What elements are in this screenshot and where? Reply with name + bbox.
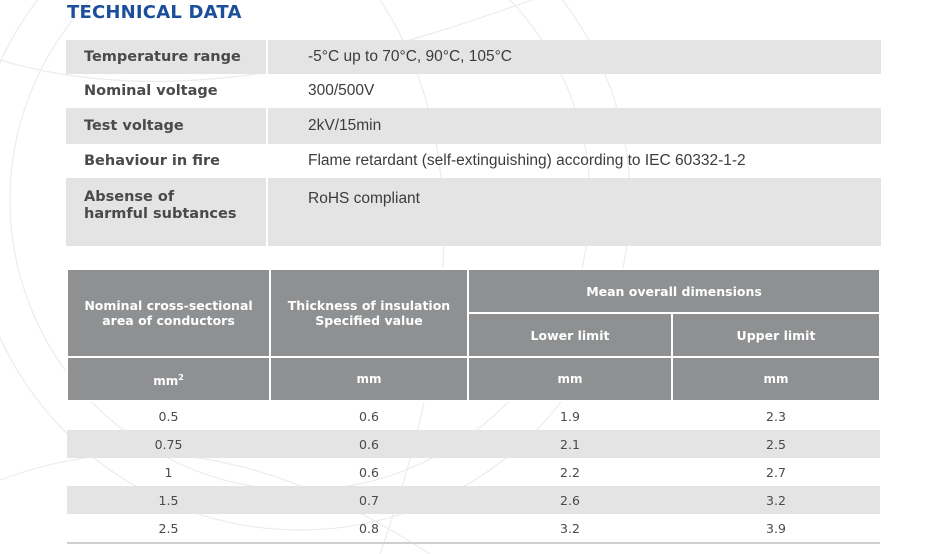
unit-base: mm: [153, 373, 179, 388]
cell-upper: 3.2: [672, 486, 880, 514]
cell-lower: 2.2: [560, 464, 580, 480]
cell-insulation: 0.7: [270, 486, 468, 514]
cell-upper: 2.7: [766, 464, 786, 480]
cell-cross-section: 0.75: [67, 430, 270, 458]
spec-row-test-voltage: [66, 108, 881, 144]
spec-label: [66, 178, 267, 246]
spec-row-temperature: [66, 40, 881, 74]
cell-lower: 2.1: [468, 430, 672, 458]
table-row: [67, 458, 880, 486]
spec-row-voltage: [66, 74, 881, 108]
cell-insulation: 0.8: [270, 514, 468, 543]
cell-lower: 3.2: [468, 514, 672, 543]
header-cross-section: [67, 269, 270, 357]
cell-cross-section: 1: [164, 464, 173, 480]
spec-table: [66, 40, 881, 246]
header-upper-limit: Upper limit: [672, 313, 880, 357]
cell-insulation: 0.6: [359, 464, 379, 480]
spec-label-line1: Absense of: [84, 189, 175, 205]
spec-label: Temperature range: [66, 40, 267, 74]
spec-value: RoHS compliant: [267, 178, 881, 246]
table-row: [67, 514, 880, 543]
header-insulation: [270, 269, 468, 357]
spec-row-fire: [66, 144, 881, 178]
cell-cross-section: 2.5: [67, 514, 270, 543]
header-lower-limit: Lower limit: [468, 313, 672, 357]
header-line: Specified value: [315, 313, 423, 328]
header-line: Thickness of insulation: [287, 298, 451, 313]
dimensions-table: [66, 268, 881, 544]
table-row: [67, 401, 880, 430]
cell-lower: 2.6: [468, 486, 672, 514]
page-title: TECHNICAL DATA: [67, 2, 242, 23]
unit-cross-section: [67, 357, 270, 401]
spec-label: Behaviour in fire: [66, 144, 267, 178]
table-row: [67, 430, 880, 458]
cell-cross-section: 0.5: [158, 408, 179, 424]
cell-insulation: 0.6: [359, 408, 379, 424]
table-row: [67, 486, 880, 514]
spec-label: Test voltage: [66, 108, 267, 144]
spec-row-harmful: [66, 178, 881, 246]
cell-cross-section: 1.5: [67, 486, 270, 514]
cell-lower: 1.9: [560, 408, 580, 424]
cell-insulation: 0.6: [270, 430, 468, 458]
unit-sup: 2: [178, 372, 184, 382]
spec-value: Flame retardant (self-extinguishing) according to IEC 60332-1-2: [308, 152, 746, 169]
unit-lower: mm: [468, 357, 672, 401]
spec-label-line2: harmful subtances: [84, 206, 237, 222]
cell-upper: 2.3: [766, 408, 786, 424]
header-mean-dimensions: Mean overall dimensions: [468, 269, 880, 313]
spec-value: 300/500V: [308, 82, 375, 99]
spec-label: Nominal voltage: [66, 74, 267, 108]
cell-upper: 2.5: [672, 430, 880, 458]
cell-upper: 3.9: [672, 514, 880, 543]
spec-value: -5°C up to 70°C, 90°C, 105°C: [267, 40, 881, 74]
spec-value: 2kV/15min: [267, 108, 881, 144]
unit-insulation: mm: [270, 357, 468, 401]
unit-upper: mm: [672, 357, 880, 401]
header-line: Nominal cross-sectional: [84, 298, 253, 313]
header-line: area of conductors: [102, 313, 235, 328]
